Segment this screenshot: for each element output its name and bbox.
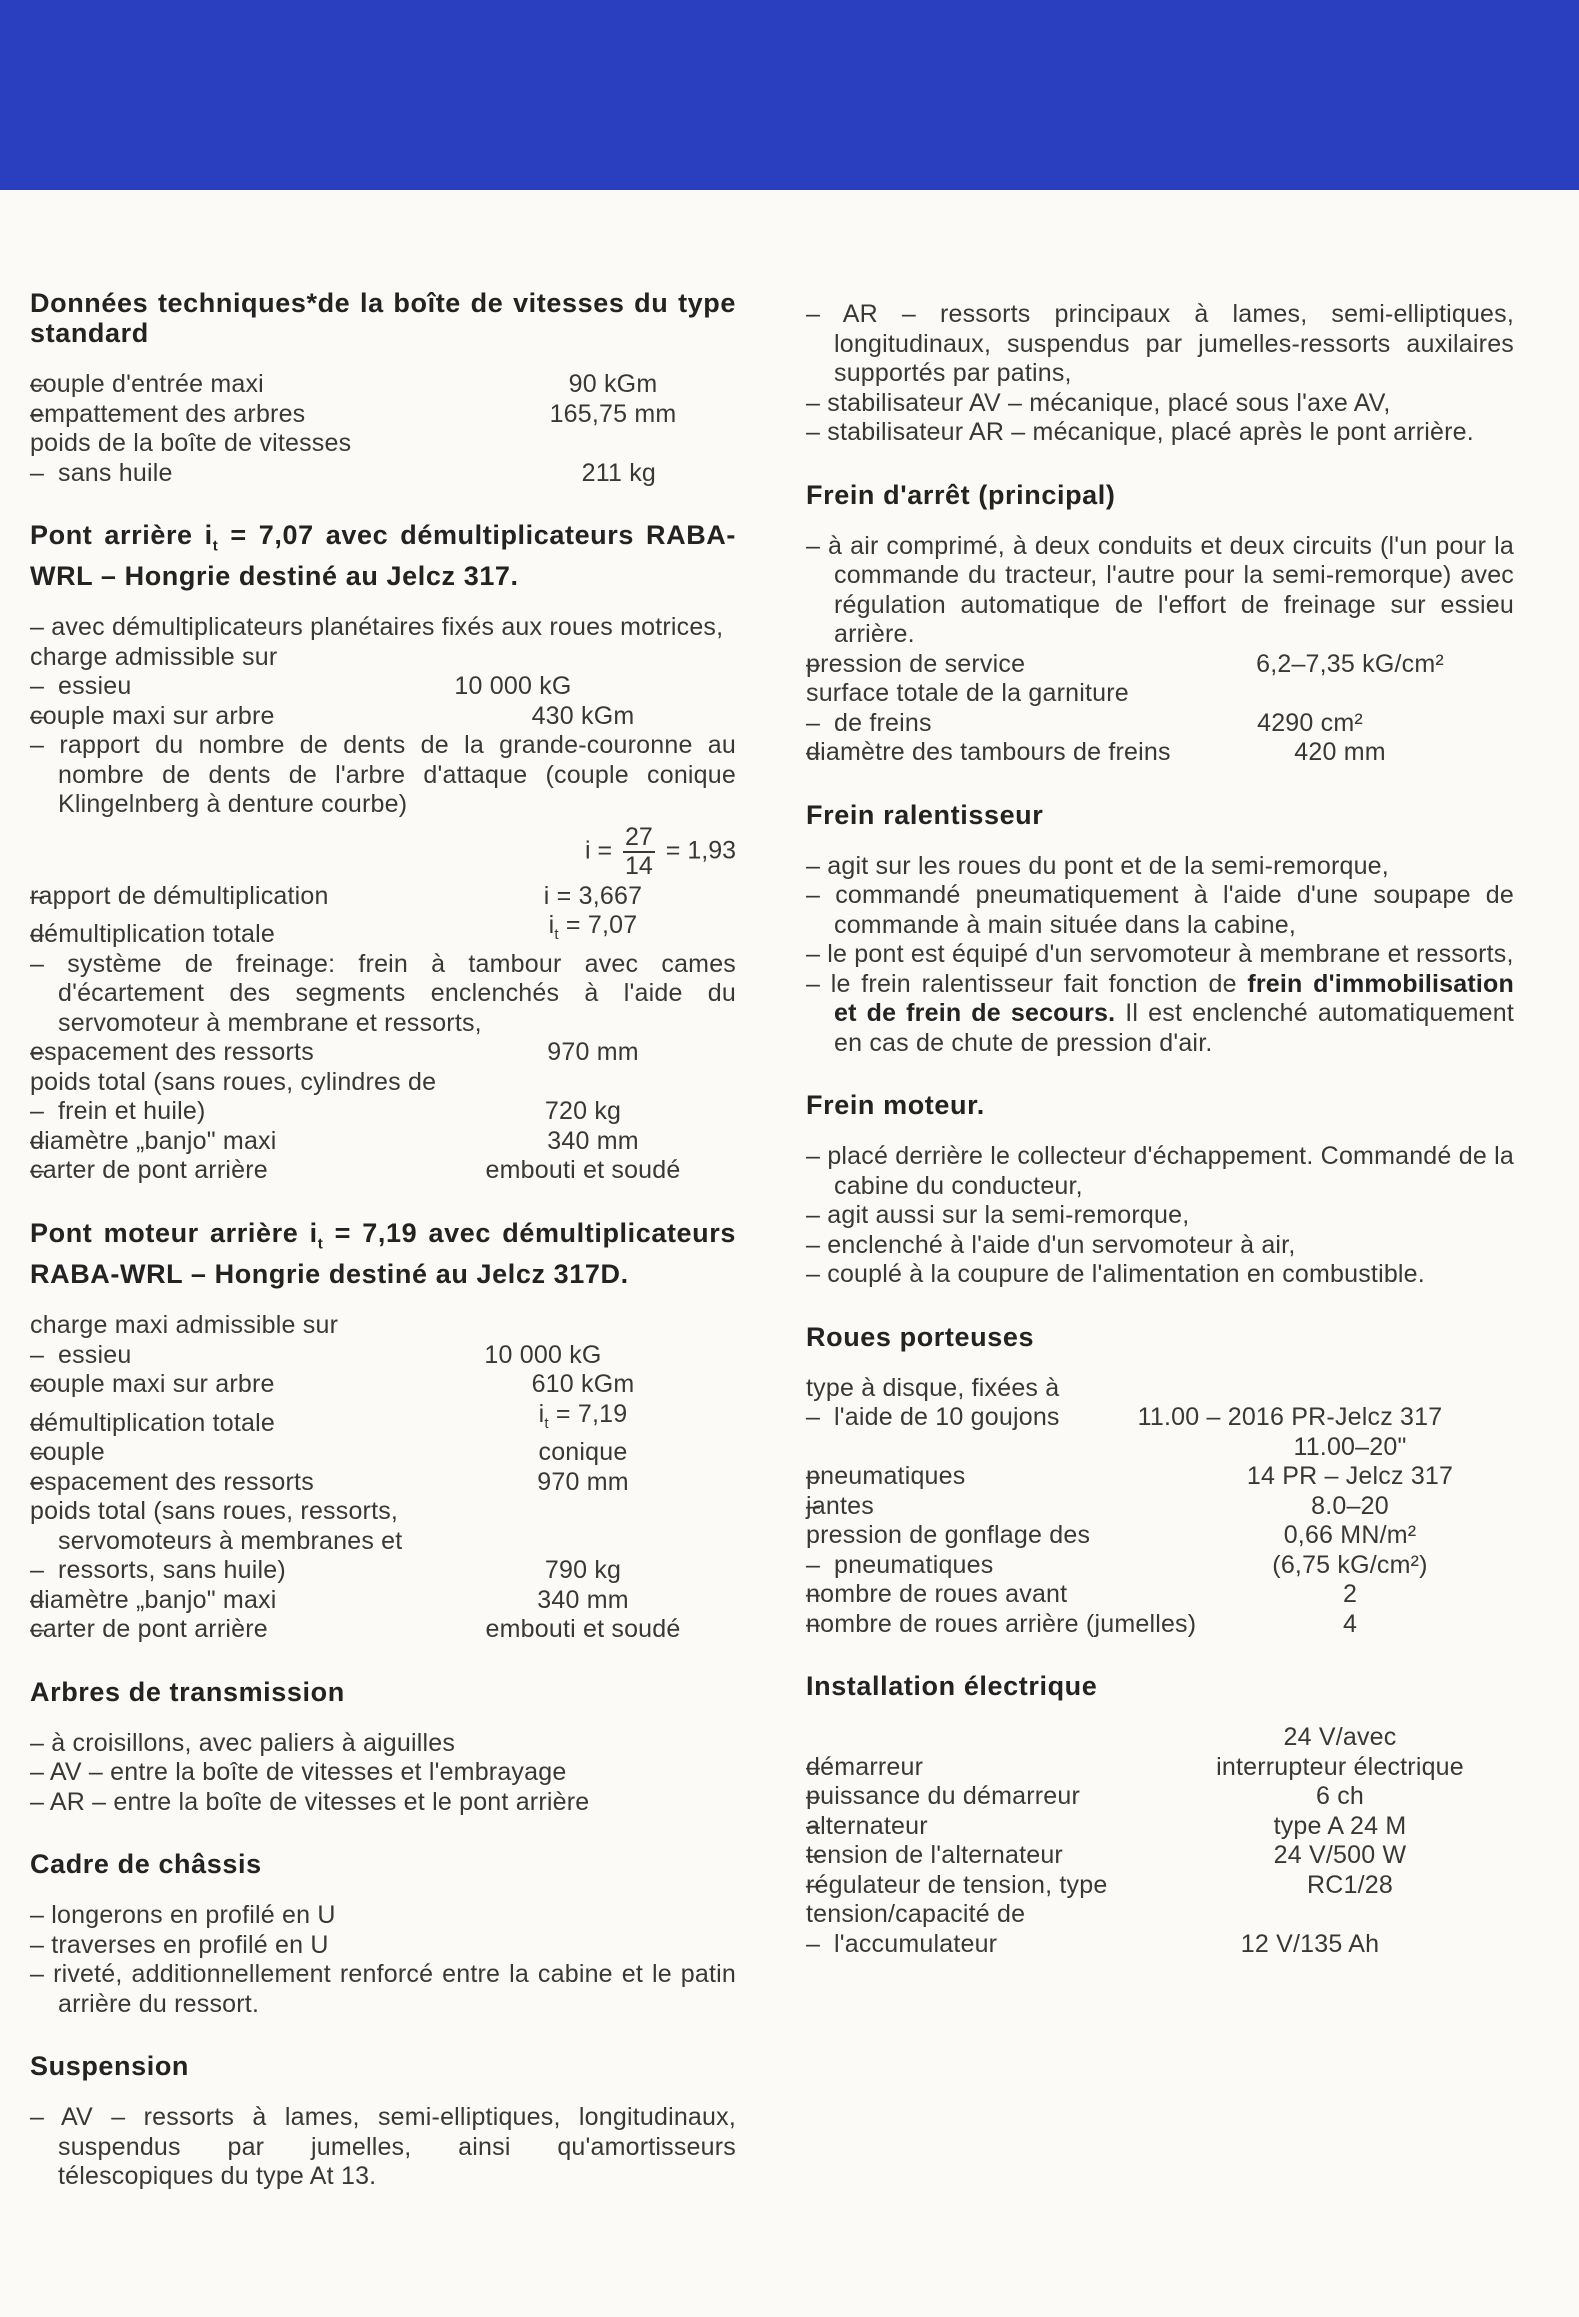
title-text: = 7,07 avec démultiplicateurs RABA-WRL – Hongrie destiné au Jelcz 317. (30, 520, 736, 592)
electrical-item (806, 1871, 1514, 1901)
drive-axle-item (30, 1438, 736, 1468)
shafts-title: Arbres de transmission (30, 1676, 345, 1707)
item-value: 8.0–20 (1311, 1491, 1389, 1520)
item-value: 6,2–7,35 kG/cm² (1256, 649, 1444, 678)
wheels-list (806, 1374, 1514, 1640)
gearbox-item-label: – couple d'entrée maxi (30, 370, 264, 398)
value-text: i (548, 911, 555, 940)
item-label: – diamètre „banjo" maxi (30, 1585, 277, 1614)
shafts-list (30, 1729, 736, 1818)
rear-axle-item: – rapport du nombre de dents de la grande-couronne au nombre de dents de l'arbre d'attaque (couple conique Klingelnberg à denture courbe) (30, 731, 736, 820)
item-label: – régulateur de tension, type (806, 1870, 1108, 1899)
shafts-item: – AV – entre la boîte de vitesses et l'embrayage (30, 1758, 736, 1788)
item-value: conique (538, 1438, 628, 1467)
engine-brake-section (802, 1090, 1514, 1290)
header-band (0, 0, 1579, 190)
gearbox-item-value: 211 kg (581, 458, 656, 487)
gearbox-item-value: 165,75 mm (549, 399, 677, 428)
item-label: – pression de gonflage des pneumatiques (806, 1521, 1091, 1579)
value-text: = 7,07 (558, 911, 638, 940)
suspension-title: Suspension (30, 2051, 190, 2082)
item-value: 430 kGm (531, 701, 635, 730)
electrical-list (806, 1723, 1514, 1959)
drive-axle-item (30, 1468, 736, 1498)
item-value: 24 V/500 W (1273, 1841, 1407, 1869)
title-text: = 7,19 avec démultiplicateurs RABA-WRL – Hongrie destiné au Jelcz 317D. (30, 1217, 736, 1290)
electrical-item (806, 1782, 1514, 1812)
electrical-item (806, 1723, 1514, 1782)
gearbox-item (30, 429, 736, 488)
rear-axle-item (30, 1156, 736, 1186)
formula-denominator: 14 (625, 851, 653, 880)
item-value: 340 mm (547, 1126, 639, 1155)
title-sub: t (317, 1235, 324, 1253)
engine-brake-item: – couplé à la coupure de l'alimentation en combustible. (806, 1260, 1514, 1290)
item-value: 720 kg (544, 1097, 622, 1126)
electrical-item (806, 1812, 1514, 1842)
item-label: – alternateur (806, 1811, 928, 1840)
gearbox-item-value: 90 kGm (568, 370, 658, 398)
formula-fraction (623, 824, 655, 880)
value-line: 0,66 MN/m² (1283, 1521, 1417, 1549)
item-value: embouti et soudé (485, 1615, 681, 1644)
item-label: – pneumatiques (806, 1462, 966, 1490)
drive-axle-title (30, 1218, 736, 1289)
title-text: Pont moteur arrière i (30, 1217, 318, 1248)
drive-axle-item (30, 1370, 736, 1400)
wheels-item (806, 1521, 1514, 1580)
item-label: – démarreur (806, 1752, 924, 1781)
rear-axle-title (30, 520, 736, 591)
item-value: 2 (1342, 1580, 1358, 1608)
item-bold-text: frein d'immobilisation et de frein de secours. (834, 969, 1514, 1027)
gear-ratio-formula (30, 820, 736, 882)
frame-item: – longerons en profilé en U (30, 1901, 736, 1931)
item-value: 420 mm (1294, 738, 1386, 766)
value-sub: t (544, 1414, 549, 1432)
item-label: – espacement des ressorts (30, 1467, 314, 1496)
value-text: i (538, 1399, 545, 1428)
retarder-item (806, 970, 1514, 1059)
rear-axle-item (30, 702, 736, 732)
retarder-section (802, 800, 1514, 1059)
wheels-item (806, 1492, 1514, 1522)
value-line: 11.00–20" (1293, 1432, 1407, 1461)
item-value: embouti et soudé (485, 1156, 681, 1185)
drive-axle-section (30, 1218, 736, 1645)
frame-item: – traverses en profilé en U (30, 1931, 736, 1961)
rear-axle-list-2 (30, 882, 736, 1186)
parking-brake-list (806, 532, 1514, 768)
engine-brake-list (806, 1142, 1514, 1290)
frame-title: Cadre de châssis (30, 1849, 262, 1880)
item-label: – nombre de roues arrière (jumelles) (806, 1609, 1197, 1638)
suspension-cont-item: – stabilisateur AR – mécanique, placé après le pont arrière. (806, 418, 1514, 448)
suspension-cont-section (802, 300, 1514, 448)
suspension-cont-list (806, 300, 1514, 448)
rear-axle-item (30, 643, 736, 702)
gearbox-item (30, 370, 736, 400)
item-label: – poids total (sans roues, ressorts, servomoteurs à membranes et ressorts, sans huile) (30, 1497, 403, 1585)
item-label: – démultiplication totale (30, 920, 276, 949)
item-value: 790 kg (544, 1556, 622, 1585)
wheels-item (806, 1580, 1514, 1610)
suspension-cont-item: – stabilisateur AV – mécanique, placé sous l'axe AV, (806, 389, 1514, 419)
rear-axle-item (30, 882, 736, 912)
item-label: – rapport de démultiplication (30, 881, 329, 910)
parking-brake-title: Frein d'arrêt (principal) (806, 479, 1116, 510)
gearbox-section (30, 288, 736, 488)
frame-item: – riveté, additionnellement renforcé entre la cabine et le patin arrière du ressort. (30, 1960, 736, 2019)
retarder-list (806, 852, 1514, 1059)
item-value: 12 V/135 Ah (1240, 1929, 1380, 1958)
wheels-section (802, 1322, 1514, 1640)
electrical-section (802, 1671, 1514, 1959)
frame-list (30, 1901, 736, 2019)
item-label: – type à disque, fixées à l'aide de 10 goujons (806, 1373, 1060, 1431)
retarder-item: – le pont est équipé d'un servomoteur à membrane et ressorts, (806, 940, 1514, 970)
value-line: 24 V/avec (1283, 1723, 1397, 1751)
gearbox-item-label: – empattement des arbres (30, 399, 306, 428)
item-label: – poids total (sans roues, cylindres de frein et huile) (30, 1067, 437, 1126)
item-label: – carter de pont arrière (30, 1156, 268, 1185)
electrical-item (806, 1841, 1514, 1871)
item-label: – tension/capacité de l'accumulateur (806, 1900, 1026, 1958)
value-line: interrupteur électrique (1216, 1752, 1464, 1781)
rear-axle-item (30, 1068, 736, 1127)
item-text: le frein ralentisseur fait fonction de (830, 969, 1248, 998)
rear-axle-item (30, 911, 736, 950)
item-label: – jantes (806, 1491, 874, 1520)
parking-brake-item (806, 679, 1514, 738)
retarder-item: – agit sur les roues du pont et de la semi-remorque, (806, 852, 1514, 882)
right-column (802, 300, 1514, 1991)
drive-axle-item (30, 1400, 736, 1439)
item-value (458, 1400, 736, 1439)
drive-axle-item (30, 1586, 736, 1616)
suspension-cont-item: – AR – ressorts principaux à lames, semi-elliptiques, longitudinaux, suspendus par jumelles-ressorts auxilaires supportés par patins, (806, 300, 1514, 389)
shafts-item: – AR – entre la boîte de vitesses et le pont arrière (30, 1788, 736, 1818)
item-label: – couple (30, 1438, 105, 1467)
gearbox-list (30, 370, 736, 488)
item-value (1194, 1723, 1514, 1782)
item-value (1214, 1433, 1514, 1492)
value-text: = 7,19 (548, 1399, 628, 1428)
drive-axle-item (30, 1615, 736, 1645)
wheels-title: Roues porteuses (806, 1321, 1035, 1352)
parking-brake-item (806, 650, 1514, 680)
rear-axle-item: – avec démultiplicateurs planétaires fixés aux roues motrices, (30, 613, 736, 643)
item-value: 6 ch (1315, 1782, 1365, 1810)
engine-brake-title: Frein moteur. (806, 1090, 985, 1120)
retarder-title: Frein ralentisseur (806, 799, 1044, 830)
item-label: – couple maxi sur arbre (30, 701, 275, 730)
item-value: 10 000 kG (454, 672, 572, 701)
formula-numerator: 27 (625, 822, 653, 851)
item-value: i = 3,667 (543, 881, 643, 910)
parking-brake-item: – à air comprimé, à deux conduits et deux circuits (l'un pour la commande du tracteur, l'autre pour la semi-remorque) avec régulation automatique de l'effort de freinage sur essieu arrière. (806, 532, 1514, 650)
item-label: – démultiplication totale (30, 1408, 276, 1437)
wheels-item (806, 1610, 1514, 1640)
left-column (30, 288, 736, 2224)
item-value: type A 24 M (1273, 1811, 1407, 1840)
item-label: – tension de l'alternateur (806, 1841, 1063, 1869)
value-line: 14 PR – Jelcz 317 (1246, 1462, 1454, 1490)
item-value: 970 mm (547, 1038, 639, 1067)
rear-axle-item (30, 1038, 736, 1068)
formula-i: i = (584, 836, 613, 865)
item-label: – espacement des ressorts (30, 1038, 314, 1067)
suspension-item: – AV – ressorts à lames, semi-elliptiques, longitudinaux, suspendus par jumelles, ainsi qu'amortisseurs télescopiques du type At 13. (30, 2103, 736, 2192)
electrical-item (806, 1900, 1514, 1959)
parking-brake-section (802, 480, 1514, 768)
suspension-list (30, 2103, 736, 2192)
item-value: 4290 cm² (1257, 708, 1363, 737)
drive-axle-item (30, 1497, 736, 1586)
shafts-section (30, 1677, 736, 1818)
title-text: Pont arrière i (30, 520, 213, 550)
item-value: 10 000 kG (484, 1340, 602, 1369)
item-value: 340 mm (537, 1585, 629, 1614)
item-value: RC1/28 (1307, 1870, 1393, 1899)
drive-axle-item (30, 1311, 736, 1370)
formula-result: = 1,93 (665, 836, 736, 865)
drive-axle-list (30, 1311, 736, 1645)
item-value: 11.00 – 2016 PR-Jelcz 317 (1137, 1403, 1443, 1431)
item-value (1214, 1521, 1514, 1580)
rear-axle-list (30, 613, 736, 820)
item-label: – pression de service (806, 649, 1026, 678)
rear-axle-section (30, 520, 736, 1186)
suspension-section (30, 2051, 736, 2192)
item-value: 4 (1342, 1609, 1358, 1638)
frame-section (30, 1849, 736, 2019)
retarder-item: – commandé pneumatiquement à l'aide d'une soupape de commande à main située dans la cabine, (806, 881, 1514, 940)
item-label: – couple maxi sur arbre (30, 1370, 275, 1399)
gearbox-item (30, 400, 736, 430)
wheels-item (806, 1433, 1514, 1492)
rear-axle-item (30, 1127, 736, 1157)
shafts-item: – à croisillons, avec paliers à aiguilles (30, 1729, 736, 1759)
engine-brake-item: – agit aussi sur la semi-remorque, (806, 1201, 1514, 1231)
wheels-item (806, 1374, 1514, 1433)
engine-brake-item: – enclenché à l'aide d'un servomoteur à air, (806, 1231, 1514, 1261)
item-label: – diamètre „banjo" maxi (30, 1126, 277, 1155)
rear-axle-item: – système de freinage: frein à tambour avec cames d'écartement des segments enclenchés à l'aide du servomoteur à membrane et ressorts, (30, 950, 736, 1039)
item-value: 610 kGm (531, 1370, 635, 1399)
value-sub: t (554, 926, 559, 944)
title-sub: t (212, 537, 219, 555)
item-label: – carter de pont arrière (30, 1615, 268, 1644)
item-label: – charge admissible sur essieu (30, 642, 278, 701)
electrical-title: Installation électrique (806, 1671, 1098, 1701)
item-label: – puissance du démarreur (806, 1782, 1080, 1810)
item-text: Il est enclenché automatiquement en cas de chute de pression d'air. (834, 999, 1515, 1057)
item-label: – nombre de roues avant (806, 1580, 1068, 1608)
item-value (478, 911, 736, 950)
value-line: (6,75 kG/cm²) (1272, 1550, 1428, 1579)
item-label: – charge maxi admissible sur essieu (30, 1311, 339, 1369)
gearbox-item-label: – poids de la boîte de vitesses sans huile (30, 429, 352, 487)
item-value: 970 mm (537, 1467, 629, 1496)
item-label: – diamètre des tambours de freins (806, 738, 1171, 766)
item-label: – surface totale de la garniture de freins (806, 679, 1129, 737)
engine-brake-item: – placé derrière le collecteur d'échappement. Commandé de la cabine du conducteur, (806, 1142, 1514, 1201)
parking-brake-item (806, 738, 1514, 768)
gearbox-title: Données techniques*de la boîte de vitesses du type standard (30, 288, 736, 348)
